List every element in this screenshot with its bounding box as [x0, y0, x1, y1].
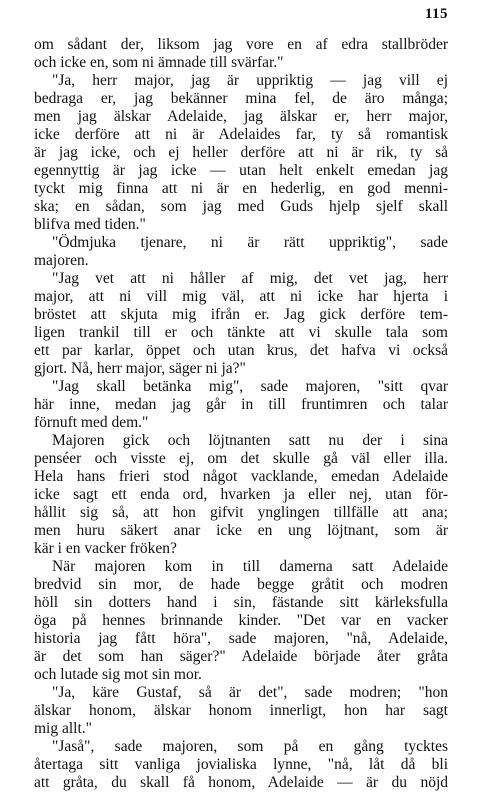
text-line: majoren.: [34, 252, 89, 269]
text-line: tyckt mig finna att ni är en hederlig, en god menni-: [34, 180, 448, 197]
text-line: historia jag fått höra", sade majoren, "nå, Adelaide,: [34, 630, 448, 647]
text-line: ska; en sådan, som jag med Guds hjelp sjelf skall: [34, 198, 448, 215]
text-line: "Jag vet att ni håller af mig, det vet jag, herr: [52, 270, 448, 287]
text-line: "Ödmjuka tjenare, ni är rätt uppriktig", sade: [52, 234, 448, 251]
text-line: älskar honom, älskar honom innerligt, hon har sagt: [34, 702, 448, 719]
text-line: Hela hans frieri stod något vacklande, emedan Adelaide: [34, 468, 448, 485]
page-number: 115: [424, 6, 448, 22]
text-line: "Ja, herr major, jag är uppriktig — jag vill ej: [52, 72, 448, 89]
text-line: ett par karlar, öppet och utan krus, det hafva vi också: [34, 342, 448, 359]
text-line: gjort. Nå, herr major, säger ni ja?": [34, 360, 246, 377]
text-line: att gråta, du skall få honom, Adelaide — är du nöjd: [34, 774, 448, 791]
text-line: major, att ni vill mig väl, att ni icke har hjerta i: [34, 288, 448, 305]
text-line: "Jag skall betänka mig", sade majoren, "sitt qvar: [52, 378, 448, 395]
text-line: ligen trankil till er och tänkte att vi skulle tala som: [34, 324, 448, 341]
text-line: här inne, medan jag går in till fruntimren och talar: [34, 396, 448, 413]
text-line: När majoren kom in till damerna satt Adelaide: [52, 558, 448, 575]
text-line: förnuft med dem.": [34, 414, 149, 431]
text-line: återtaga sitt vanliga jovialiska lynne, "nå, låt då bli: [34, 756, 448, 773]
text-line: blifva med tiden.": [34, 216, 146, 233]
text-line: icke sagt ett enda ord, hvarken ja eller nej, utan för-: [34, 486, 448, 503]
text-line: kär i en vacker fröken?: [34, 540, 177, 557]
text-line: "Jaså", sade majoren, som på en gång tycktes: [52, 738, 448, 755]
text-line: bredvid sin mor, de hade begge gråtit och modren: [34, 576, 448, 593]
text-line: men jag älskar Adelaide, jag älskar er, herr major,: [34, 108, 448, 125]
text-line: är jag icke, och ej heller derföre att ni är rik, ty så: [34, 144, 448, 161]
text-line: hållit sig så, att hon gifvit ynglingen tillfälle att ana;: [34, 504, 448, 521]
text-line: egennyttig är jag icke — utan helt enkelt emedan jag: [34, 162, 448, 179]
text-line: och lutade sig mot sin mor.: [34, 666, 202, 683]
text-line: bedraga er, jag bekänner mina fel, de äro många;: [34, 90, 448, 107]
text-line: höll sin dotters hand i sin, fästande sitt kärleksfulla: [34, 594, 448, 611]
text-line: Majoren gick och löjtnanten satt nu der i sina: [52, 432, 448, 449]
body-text: [34, 36, 448, 792]
text-line: icke derföre att ni är Adelaides far, ty så romantisk: [34, 126, 448, 143]
text-line: öga på hennes brinnande kinder. "Det var en vacker: [34, 612, 448, 629]
text-line: "Ja, käre Gustaf, så är det", sade modren; "hon: [52, 684, 448, 701]
text-line: mig allt.": [34, 720, 92, 737]
text-line: penséer och visste ej, om det skulle gå väl eller illa.: [34, 450, 448, 467]
text-line: är det som han säger?" Adelaide började åter gråta: [34, 648, 448, 665]
text-line: bröstet att skjuta mig ifrån er. Jag gick derföre tem-: [34, 306, 448, 323]
text-line: och icke en, som ni ämnade till svärfar.": [34, 54, 284, 71]
text-line: men huru säkert anar icke en ung löjtnant, som är: [34, 522, 448, 539]
text-line: om sådant der, liksom jag vore en af edra stallbröder: [34, 36, 448, 53]
